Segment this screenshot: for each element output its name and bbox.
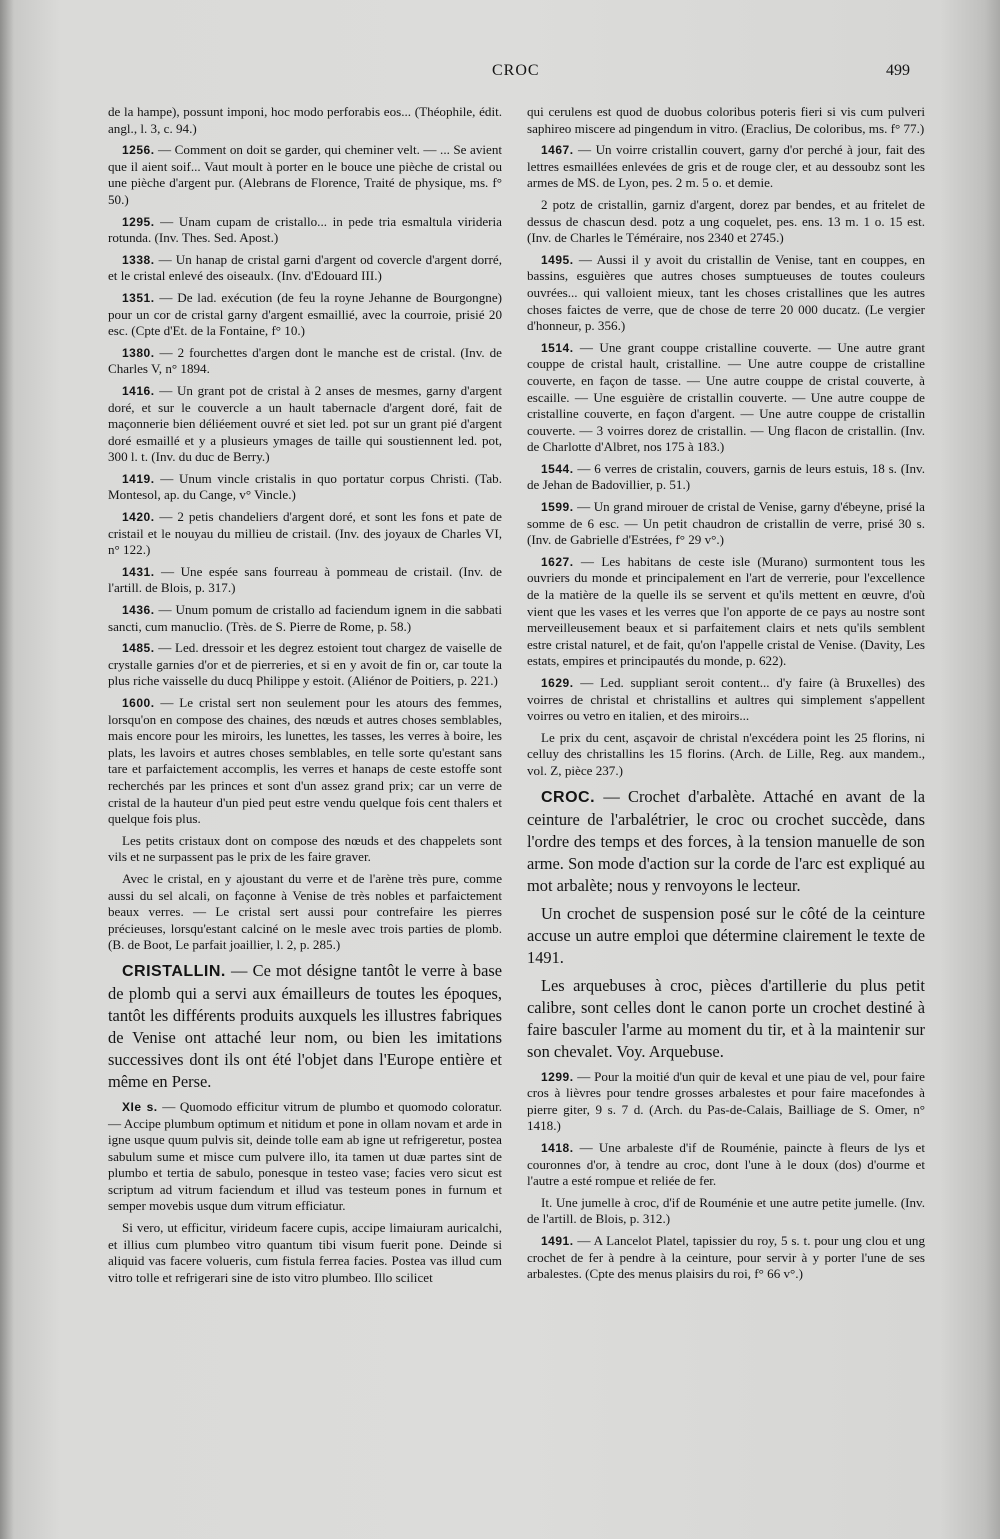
croc-headword: CROC. bbox=[541, 788, 596, 806]
citation-entry bbox=[108, 833, 502, 866]
citation-year: 1420. bbox=[122, 510, 155, 525]
citation-entry bbox=[527, 104, 925, 137]
citation-entry bbox=[108, 104, 502, 137]
citation-entry bbox=[527, 1233, 925, 1283]
citation-entry bbox=[527, 730, 925, 780]
citation-entry bbox=[108, 871, 502, 954]
left-column bbox=[108, 104, 502, 1291]
citation-text: — Unam cupam de cristallo... in pede tria esmaltula virideria rotunda. (Inv. Thes. Sed. Apost.) bbox=[108, 213, 502, 246]
citation-text: Si vero, ut efficitur, virideum facere cupis, accipe limaiuram auricalchi, et illius cum plumbeo vitro quantum tibi visum fuerit pone. Deinde si aliquid vas facere volueris, cum fistula ferrea facies. Postea vas illud cum vitro tolle et refrigerari sine de isto vitro plumbeo. Illo scilicet bbox=[108, 1220, 502, 1285]
citation-year: 1418. bbox=[541, 1140, 574, 1155]
citation-text: — 2 petis chandeliers d'argent doré, et sont les fons et pate de cristail et le nouyau du millieu de cristail. (Inv. des joyaux de Charles VI, n° 122.) bbox=[108, 509, 502, 558]
citation-text: — 2 fourchettes d'argen dont le manche est de cristal. (Inv. de Charles V, n° 1894. bbox=[108, 344, 502, 377]
croc-definition: — Crochet d'arbalète. Attaché en avant de la ceinture de l'arbalétrier, le croc ou crochet succède, dans l'ordre des temps et des forces, à la tension manuelle de son arme. Son mode d'action sur la corde de l'arc est expliqué au mot arbalète; nous y renvoyons le lecteur. bbox=[527, 786, 925, 895]
citation-entry bbox=[108, 214, 502, 247]
citation-year: XIe s. bbox=[122, 1099, 158, 1114]
citation-text: — Une espée sans fourreau à pommeau de cristail. (Inv. de l'artill. de Blois, p. 317.) bbox=[108, 563, 502, 596]
citation-entry bbox=[108, 564, 502, 597]
citation-text: — De lad. exécution (de feu la royne Jehanne de Bourgongne) pour un cor de cristal garny d'argent esmaillié, avec la courroie, prisié 20 esc. (Cpte d'Et. de la Fontaine, f° 10.) bbox=[108, 289, 502, 339]
citation-entry bbox=[108, 1220, 502, 1286]
citation-entry bbox=[108, 383, 502, 466]
citation-year: 1338. bbox=[122, 252, 155, 267]
citation-text: — Quomodo efficitur vitrum de plumbo et quomodo coloratur. — Accipe plumbum optimum et nitidum et pone in ollam novam et arde in igne usque quum pulvis sit, deinde tolle eam ab igne ut refrigeretur, postea sabulum sume et misce cum pulvere illo, ita tamen ut duæ partes sint de plumbo et tertia de sabulo, ponesque in testeo vase; facies vero sicut est scriptum ad vitrum faciendum et illud vas testeum pones in furnum et semper movebis usque dum vitrum efficiatur. bbox=[108, 1098, 502, 1214]
citation-entry bbox=[527, 554, 925, 670]
citation-year: 1299. bbox=[541, 1069, 574, 1084]
citation-year: 1416. bbox=[122, 383, 155, 398]
citation-year: 1627. bbox=[541, 554, 574, 569]
citation-entry bbox=[527, 675, 925, 725]
citation-year: 1431. bbox=[122, 564, 155, 579]
citation-entry bbox=[108, 142, 502, 208]
citation-text: It. Une jumelle à croc, d'if de Rouménie et une autre petite jumelle. (Inv. de l'artill. de Blois, p. 312.) bbox=[527, 1194, 925, 1227]
citation-entry bbox=[108, 1099, 502, 1215]
croc-entry bbox=[527, 786, 925, 897]
citation-year: 1380. bbox=[122, 345, 155, 360]
citation-year: 1491. bbox=[541, 1233, 574, 1248]
citation-text: Le prix du cent, asçavoir de christal n'excédera point les 25 florins, ni celluy des christallins les 15 florins. (Arch. de Lille, Reg. aux mandem., vol. Z, pièce 237.) bbox=[527, 729, 925, 778]
left-entries bbox=[108, 104, 502, 954]
citation-year: 1495. bbox=[541, 252, 574, 267]
citation-year: 1629. bbox=[541, 676, 574, 690]
citation-text: — Unum pomum de cristallo ad faciendum ignem in die sabbati sancti, cum manuclio. (Très. de S. Pierre de Rome, p. 58.) bbox=[108, 602, 502, 634]
citation-entry bbox=[527, 197, 925, 247]
citation-text: — Une arbaleste d'if de Rouménie, paincte à fleurs de lys et couronnes d'or, à tendre au croc, dont l'une à le doux (dos) d'ourme et l'autre a esté rompue et reliée de fer. bbox=[527, 1139, 925, 1189]
citation-entry bbox=[527, 252, 925, 335]
citation-year: 1256. bbox=[122, 143, 155, 158]
citation-year: 1467. bbox=[541, 143, 574, 158]
citation-entry bbox=[108, 345, 502, 378]
right-entries bbox=[527, 104, 925, 780]
croc-paragraph-2: Un crochet de suspension posé sur le côté de la ceinture accuse un autre emploi que détermine clairement le texte de 1491. bbox=[527, 903, 925, 967]
citation-year: 1419. bbox=[122, 471, 155, 486]
citation-entry bbox=[527, 1195, 925, 1228]
citation-year: 1514. bbox=[541, 340, 574, 355]
citation-entry bbox=[108, 252, 502, 285]
citation-entry bbox=[527, 461, 925, 494]
citation-entry bbox=[108, 471, 502, 504]
citation-text: — Led. suppliant seroit content... d'y faire (à Bruxelles) des voirres de christal et christallins et aultres qui simplement s'appellent voirres ou vetro en italien, et des miroirs... bbox=[527, 675, 925, 724]
citation-year: 1600. bbox=[122, 696, 155, 710]
cristallin-headword: CRISTALLIN. bbox=[122, 962, 226, 980]
citation-text: de la hampe), possunt imponi, hoc modo perforabis eos... (Théophile, édit. angl., l. 3, c. 94.) bbox=[108, 104, 502, 136]
citation-text: — 6 verres de cristalin, couvers, garnis de leurs estuis, 18 s. (Inv. de Jehan de Badovillier, p. 51.) bbox=[527, 460, 925, 493]
citation-entry bbox=[527, 142, 925, 192]
citation-year: 1351. bbox=[122, 290, 155, 305]
right-entries-2 bbox=[527, 1069, 925, 1283]
citation-entry bbox=[527, 340, 925, 456]
citation-text: qui cerulens est quod de duobus coloribus poteris fieri si vis cum pulveri saphireo miscere ad pingendum in vitro. (Eraclius, De coloribus, ms. f° 77.) bbox=[527, 104, 925, 136]
citation-text: — Pour la moitié d'un quir de keval et une piau de vel, pour faire cros à lièvres pour tendre grosses arbalestes et pour faire macefondes à pierre giter, 9 s. 7 d. (Arch. du Pas-de-Calais, Bailliage de S. Omer, n° 1418.) bbox=[527, 1068, 925, 1134]
citation-text: — Led. dressoir et les degrez estoient tout chargez de vaiselle de crystalle garnies d'or et de pierreries, et si en y avoit de fin or, car toute la plus riche vaisselle du ducq Philippe y estoit. (Aliénor de Poitiers, p. 221.) bbox=[108, 640, 502, 689]
citation-entry bbox=[108, 640, 502, 690]
croc-paragraph-3: Les arquebuses à croc, pièces d'artillerie du plus petit calibre, sont celles dont le canon porte un crochet destiné à faire basculer l'arme au moment du tir, et à la maintenir sur son chevalet. Voy. Arquebuse. bbox=[527, 975, 925, 1061]
citation-year: 1295. bbox=[122, 214, 155, 229]
header-title: CROC bbox=[492, 62, 540, 79]
cristallin-definition: — Ce mot désigne tantôt le verre à base de plomb qui a servi aux émailleurs de toutes les époques, tantôt les différents produits auxquels les illustres fabriques de Venise ont attaché leur nom, ou bien les imitations successives dont ils ont été l'objet dans l'Europe entière et même en Perse. bbox=[108, 960, 502, 1091]
cristallin-entry bbox=[108, 960, 502, 1093]
citation-year: 1436. bbox=[122, 603, 155, 618]
citation-text: — Un hanap de cristal garni d'argent od covercle d'argent dorré, et le cristal enlevé des oiseaulx. (Inv. d'Edouard III.) bbox=[108, 251, 502, 284]
citation-text: — Le cristal sert non seulement pour les atours des femmes, lorsqu'on en compose des chaines, des nœuds et autres choses semblables, mais encore pour les miroirs, les lunettes, les tasses, les verres à boire, les plats, les lavoirs et autres choses semblables, en telle sorte qu'estant sans tare et parfaictement accomplis, les verres et hanaps de ceste estoffe sont recherchés par les princes et sont d'un assez grand prix; car un verre de cristal de la hauteur d'un pied peut estre vendu quelque fois cent thalers et quelque fois plus. bbox=[108, 695, 502, 827]
citation-entry bbox=[527, 1069, 925, 1135]
citation-text: 2 potz de cristallin, garniz d'argent, dorez par bendes, et au fritelet de dessus de chascun desd. potz a ung coquelet, pes. ens. 13 m. 1 o. 15 est. (Inv. de Charles le Téméraire, nos 2340 et 2745.) bbox=[527, 196, 925, 246]
citation-text: — A Lancelot Platel, tapissier du roy, 5 s. t. pour ung clou et ung crochet de fer à pendre à la ceinture, pour servir à y porter l'une de ses arbalestes. (Cpte des menus plaisirs du roi, f° 66 v°.) bbox=[527, 1232, 925, 1282]
citation-text: — Une grant couppe cristalline couverte. — Une autre grant couppe de cristal hault, cristalline. — Une autre couppe de cristalline couverte, en façon de tasse. — Une autre couppe de cristal couverte, à escaille. — Une esguière de cristallin couverte. — Une autre couppe de cristalline couverte, en façon d'argent. — Une autre couppe de cristallin couverte. — 3 voirres dorez de cristallin. — Ung flacon de cristallin. (Inv. de Charlotte d'Albret, nos 175 à 183.) bbox=[527, 339, 925, 455]
citation-text: — Les habitans de ceste isle (Murano) surmontent tous les ouvriers du monde et principalement en l'art de verrerie, pour l'excellence de la matière de la quelle ils se servent et qu'ils mettent en œuvre, d'où vient que les vases et les verres que l'on apporte de ce pays au nostre sont merveilleusement beaux et si parfaitement clairs et nets qu'ils semblent estre cristal naturel, et de fait, qu'on l'appelle cristal de Venise. (Davity, Les estats, empires et principautés du monde, p. 622). bbox=[527, 553, 925, 669]
citation-text: — Aussi il y avoit du cristallin de Venise, tant en couppes, en bassins, esguières que autres choses sumptueuses de toutes couleurs ouvrées... qui valloient mieux, tant les choses cristallines que les autres choses faictes de verre, que de chose de terre 20 000 ducatz. (Le vergier d'honneur, p. 356.) bbox=[527, 251, 925, 334]
citation-entry bbox=[108, 509, 502, 559]
citation-text: — Un grant pot de cristal à 2 anses de mesmes, garny d'argent doré, et sur le couvercle a un hault tabernacle d'argent doré, fait de maçonnerie bien déliéement ouvré et siet led. pot sur un grant pié d'argent doré esmaillé et y a plusieurs ymages de taille qui soustiennent led. pot, 300 l. t. (Inv. du duc de Berry.) bbox=[108, 382, 502, 465]
left-entries-2 bbox=[108, 1099, 502, 1287]
citation-year: 1599. bbox=[541, 500, 574, 515]
citation-entry bbox=[108, 290, 502, 340]
citation-text: — Unum vincle cristalis in quo portatur corpus Christi. (Tab. Montesol, ap. du Cange, v° Vincle.) bbox=[108, 470, 502, 503]
citation-text: — Un grand mirouer de cristal de Venise, garny d'ébeyne, prisé la somme de 6 esc. — Un petit chaudron de cristallin de verre, prisé 30 s. (Inv. de Gabrielle d'Estrées, f° 29 v°.) bbox=[527, 499, 925, 548]
citation-entry bbox=[108, 602, 502, 635]
right-column bbox=[527, 104, 925, 1288]
citation-year: 1544. bbox=[541, 461, 574, 476]
citation-entry bbox=[527, 1140, 925, 1190]
page-number: 499 bbox=[886, 62, 910, 79]
citation-text: — Un voirre cristallin couvert, garny d'or perché à jour, fait des lettres esmaillées enlevées de gris et de rouge cler, et au dessoubz sont les armes de MS. de Lyon, pes. 2 m. 5 o. et demie. bbox=[527, 142, 925, 191]
citation-entry bbox=[527, 499, 925, 549]
citation-text: Avec le cristal, en y ajoustant du verre et de l'arène très pure, comme aussi du sel alcali, on façonne à Venise de très nobles et parfaictement beaux verres. — Le cristal sert aussi pour contrefaire les pierres précieuses, lorsqu'estant calciné on le mesle avec trois parties de plomb. (B. de Boot, Le parfait joaillier, l. 2, p. 285.) bbox=[108, 870, 502, 953]
citation-entry bbox=[108, 695, 502, 828]
citation-text: — Comment on doit se garder, qui cheminer velt. — ... Se avient que il aient soif... Vaut moult à porter en le bouce une pièche de cristal ou une pièche d'argent pur. (Alebrans de Florence, Traité de physique, ms. f° 50.) bbox=[108, 142, 502, 207]
citation-text: Les petits cristaux dont on compose des nœuds et des chappelets sont vils et ne surpassent pas le prix de les faire graver. bbox=[108, 832, 502, 865]
running-header bbox=[0, 62, 1000, 86]
citation-year: 1485. bbox=[122, 641, 155, 656]
